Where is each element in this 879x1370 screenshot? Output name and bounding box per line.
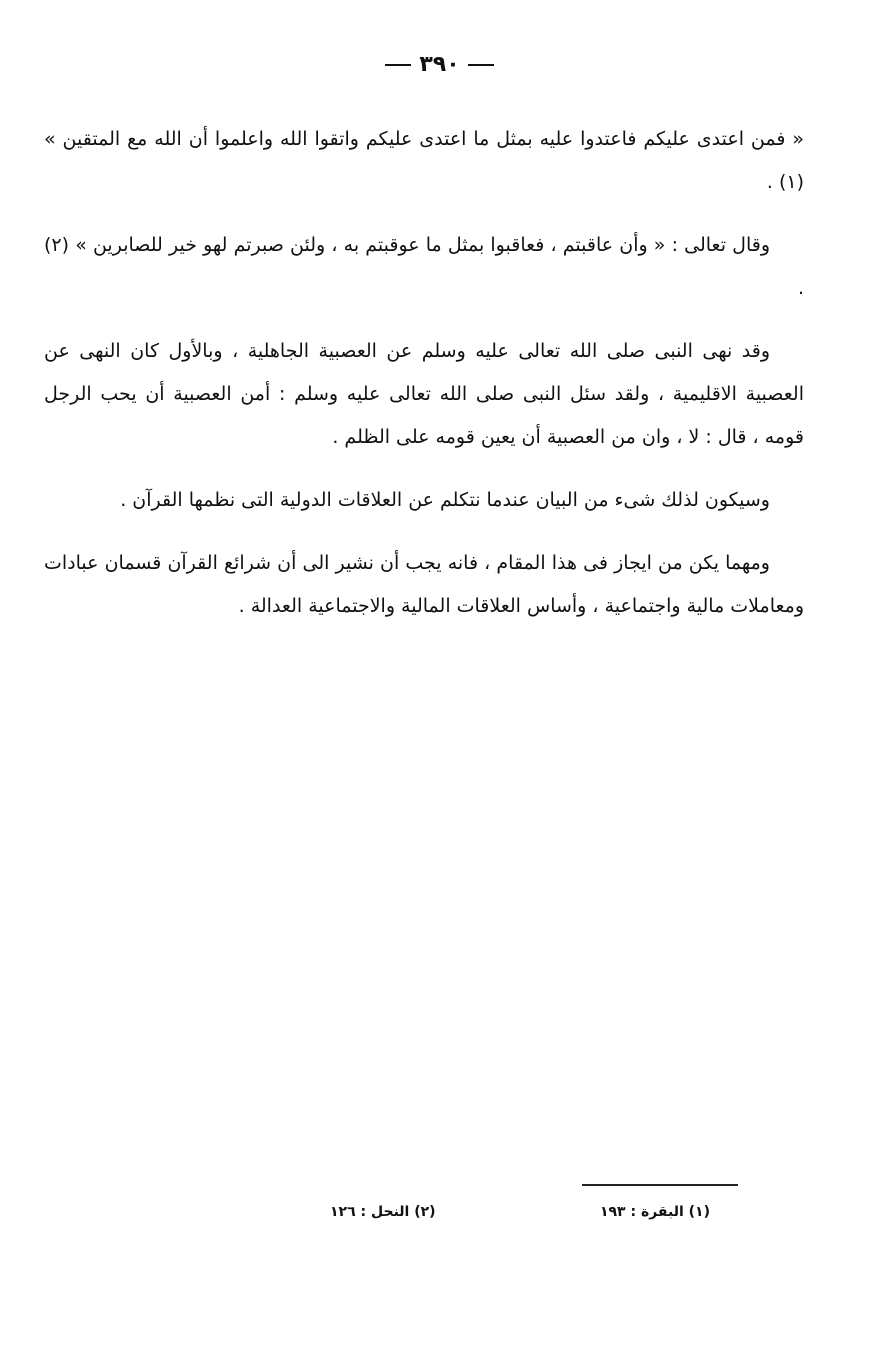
- page-number-header: [0, 52, 879, 77]
- footnote-1: (١) البقرة : ١٩٣: [599, 1204, 710, 1220]
- page-number-dash-left: [385, 64, 411, 66]
- page-number: ٣٩٠: [419, 52, 460, 77]
- paragraph-quran-quote-1: « فمن اعتدى عليكم فاعتدوا عليه بمثل ما اعتدى عليكم واتقوا الله واعلموا أن الله مع المتقين » (١) .: [44, 128, 804, 193]
- paragraph-quran-quote-2: وقال تعالى : « وأن عاقبتم ، فعاقبوا بمثل ما عوقبتم به ، ولئن صبرتم لهو خير للصابرين » (٢) .: [44, 234, 804, 299]
- page-number-dash-right: [468, 64, 494, 66]
- footnotes: [330, 1204, 710, 1220]
- paragraph-international-relations: وسيكون لذلك شىء من البيان عندما نتكلم عن العلاقات الدولية التى نظمها القرآن .: [120, 489, 770, 511]
- footnote-2: (٢) النحل : ١٢٦: [330, 1204, 436, 1220]
- body-text: [44, 118, 804, 648]
- paragraph-quran-laws: ومهما يكن من ايجاز فى هذا المقام ، فانه يجب أن نشير الى أن شرائع القرآن قسمان عبادات ومعاملات مالية واجتماعية ، وأساس العلاقات المالية والاجتماعية العدالة .: [44, 552, 804, 617]
- paragraph-tribalism: وقد نهى النبى صلى الله تعالى عليه وسلم عن العصبية الجاهلية ، وبالأول كان النهى عن العصبية الاقليمية ، ولقد سئل النبى صلى الله تعالى عليه وسلم : أمن العصبية أن يحب الرجل قومه ، قال : لا ، وان من العصبية أن يعين قومه على الظلم .: [44, 340, 804, 448]
- footnote-separator: [582, 1184, 738, 1186]
